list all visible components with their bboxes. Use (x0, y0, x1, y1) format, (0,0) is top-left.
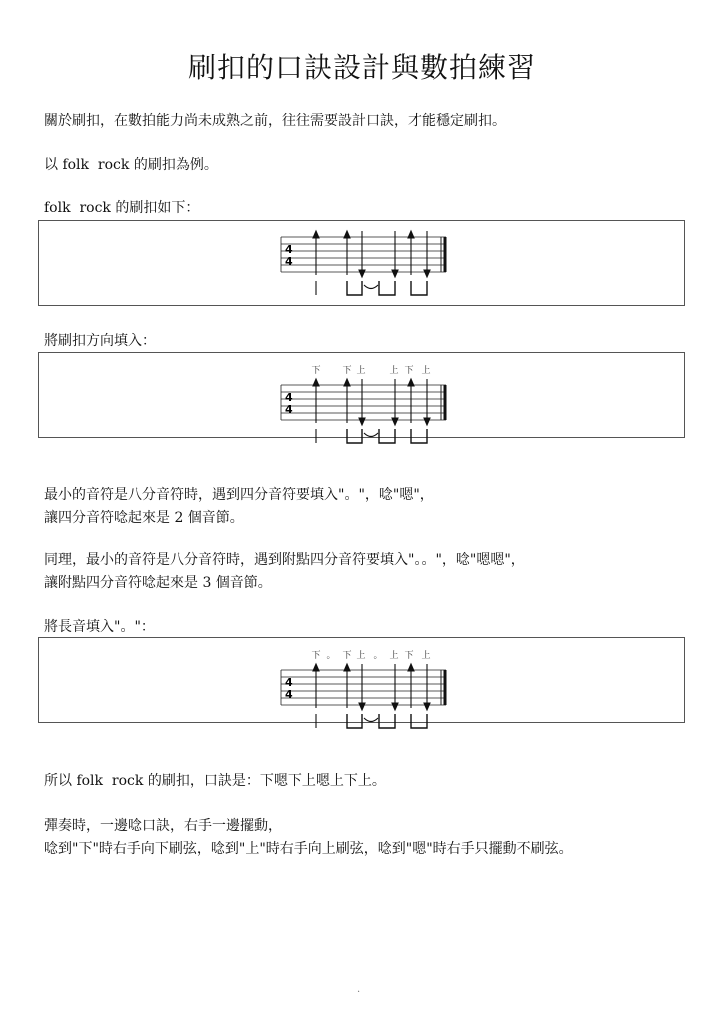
footer-mark: . (357, 984, 361, 995)
down-strum-arrow (344, 231, 350, 238)
up-strum-arrow (424, 418, 430, 425)
eighth-beam (411, 281, 427, 295)
eighth-beam (411, 429, 427, 443)
strum-label: 。 (326, 651, 336, 661)
rhythm-notation (316, 714, 427, 728)
rhythm-notation (316, 429, 427, 443)
strum-notation (39, 353, 686, 463)
eighth-beam (411, 714, 427, 728)
up-strum-arrow (392, 703, 398, 710)
strum-arrows (313, 231, 430, 277)
eighth-beam (379, 429, 395, 443)
page-title: 刷扣的口訣設計與數拍練習 (187, 51, 536, 84)
staff-lines (281, 670, 446, 705)
down-strum-arrow (313, 231, 319, 238)
strum-notation (39, 221, 686, 307)
up-strum-arrow (359, 703, 365, 710)
strum-label: 下 (404, 651, 414, 661)
fill-direction-caption: 將刷扣方向填入： (44, 333, 156, 349)
down-strum-arrow (313, 379, 319, 386)
strum-label: 下 (342, 651, 352, 661)
time-signature-bottom: 4 (285, 688, 293, 701)
staff-lines (281, 237, 446, 272)
strum-label: 。 (373, 651, 383, 661)
strum-arrows (313, 379, 430, 425)
eighth-beam (347, 281, 362, 295)
result-text: 所以 folk rock 的刷扣，口訣是：下嗯下上嗯上下上。 (44, 773, 386, 789)
strum-label: 上 (356, 366, 366, 376)
strum-label: 下 (311, 366, 321, 376)
strum-direction-box (38, 352, 685, 438)
tie (364, 433, 378, 437)
up-strum-arrow (359, 270, 365, 277)
up-strum-arrow (424, 270, 430, 277)
eighth-beam (379, 714, 395, 728)
down-strum-arrow (344, 379, 350, 386)
strum-label: 下 (342, 366, 352, 376)
pattern-caption: folk rock 的刷扣如下： (44, 200, 200, 216)
time-signature-top: 4 (285, 676, 293, 689)
down-strum-arrow (408, 664, 414, 671)
play-line1: 彈奏時，一邊唸口訣，右手一邊擺動， (44, 818, 282, 834)
strum-label: 下 (311, 651, 321, 661)
down-strum-arrow (344, 664, 350, 671)
tie (364, 285, 378, 289)
strum-pattern-box (38, 220, 685, 306)
down-strum-arrow (408, 379, 414, 386)
up-strum-arrow (392, 418, 398, 425)
play-line2: 唸到"下"時右手向下刷弦，唸到"上"時右手向上刷弦，唸到"嗯"時右手只擺動不刷弦。 (44, 841, 573, 857)
time-signature-bottom: 4 (285, 403, 293, 416)
time-signature-top: 4 (285, 391, 293, 404)
strum-arrows (313, 664, 430, 710)
down-strum-arrow (408, 231, 414, 238)
strum-labels (311, 364, 430, 376)
eighth-beam (347, 429, 362, 443)
staff-lines (281, 385, 446, 420)
up-strum-arrow (359, 418, 365, 425)
up-strum-arrow (392, 270, 398, 277)
intro-text: 關於刷扣，在數拍能力尚未成熟之前，往往需要設計口訣，才能穩定刷扣。 (44, 113, 506, 129)
eighth-beam (347, 714, 362, 728)
rule2-line1: 同理，最小的音符是八分音符時，遇到附點四分音符要填入"。。"，唸"嗯嗯"， (44, 552, 525, 568)
strum-label: 上 (421, 651, 431, 661)
strum-label: 上 (356, 651, 366, 661)
strum-mnemonic-box (38, 637, 685, 723)
tie (364, 718, 378, 722)
down-strum-arrow (313, 664, 319, 671)
up-strum-arrow (424, 703, 430, 710)
rule2-line2: 讓附點四分音符唸起來是 3 個音節。 (44, 575, 272, 591)
rhythm-notation (316, 281, 427, 295)
example-text: 以 folk rock 的刷扣為例。 (44, 157, 218, 173)
strum-label: 下 (404, 366, 414, 376)
strum-labels (311, 649, 430, 661)
rule1-line2: 讓四分音符唸起來是 2 個音節。 (44, 510, 244, 526)
strum-label: 上 (421, 366, 431, 376)
strum-label: 上 (389, 366, 399, 376)
rule1-line1: 最小的音符是八分音符時，遇到四分音符要填入"。"，唸"嗯"， (44, 487, 434, 503)
time-signature-top: 4 (285, 243, 293, 256)
time-signature-bottom: 4 (285, 255, 293, 268)
fill-long-caption: 將長音填入"。"： (44, 619, 155, 635)
eighth-beam (379, 281, 395, 295)
strum-label: 上 (389, 651, 399, 661)
strum-notation (39, 638, 686, 748)
